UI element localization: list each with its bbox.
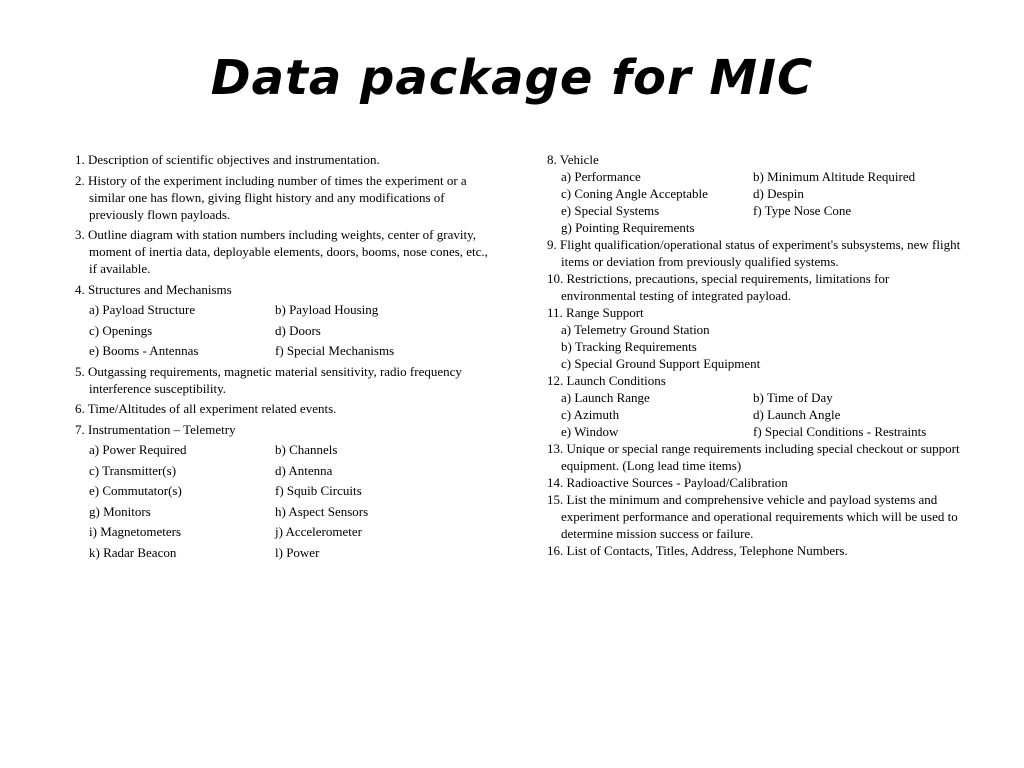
list-item: 11. Range Support — [547, 305, 644, 320]
sub-item-row — [75, 462, 495, 479]
sub-item-row — [75, 441, 495, 458]
sub-item-row — [547, 423, 967, 440]
list-item: 4. Structures and Mechanisms — [75, 281, 232, 297]
sub-item-row — [547, 202, 967, 219]
sub-item: a) Telemetry Ground Station — [561, 322, 710, 337]
left-column — [75, 151, 495, 564]
sub-item-row — [75, 301, 495, 318]
sub-item: e) Booms - Antennas — [89, 343, 199, 358]
sub-item: f) Squib Circuits — [275, 483, 362, 498]
sub-item: b) Channels — [275, 442, 338, 457]
sub-item: j) Accelerometer — [275, 524, 362, 539]
sub-item-row — [75, 342, 495, 359]
sub-item: d) Despin — [753, 186, 804, 201]
list-item: 8. Vehicle — [547, 152, 599, 167]
sub-item: b) Time of Day — [753, 390, 833, 405]
sub-item-row — [547, 185, 967, 202]
sub-item: b) Minimum Altitude Required — [753, 169, 916, 184]
sub-item: a) Power Required — [89, 442, 187, 457]
sub-item: c) Transmitter(s) — [89, 462, 177, 478]
sub-item-row — [75, 322, 495, 339]
sub-item: c) Azimuth — [561, 407, 620, 422]
sub-item: a) Performance — [561, 169, 641, 184]
list-item: 7. Instrumentation – Telemetry — [75, 421, 236, 437]
sub-item-row — [75, 503, 495, 520]
sub-item-row — [547, 389, 967, 406]
sub-item: a) Payload Structure — [89, 302, 196, 317]
list-item: 12. Launch Conditions — [547, 373, 666, 388]
sub-item-row — [547, 406, 967, 423]
sub-item: c) Coning Angle Acceptable — [561, 186, 708, 201]
list-item: 6. Time/Altitudes of all experiment related events. — [75, 401, 337, 416]
sub-item-row — [75, 523, 495, 540]
sub-item: h) Aspect Sensors — [275, 503, 369, 519]
sub-item: k) Radar Beacon — [89, 544, 177, 560]
sub-item: b) Payload Housing — [275, 302, 379, 317]
list-item: 13. Unique or special range requirements including special checkout or support equipment. (Long lead time items) — [547, 441, 960, 473]
sub-item: d) Antenna — [275, 462, 333, 478]
sub-item-row — [75, 482, 495, 499]
sub-item: e) Commutator(s) — [89, 483, 182, 498]
sub-item: f) Type Nose Cone — [753, 203, 852, 218]
list-item: 3. Outline diagram with station numbers including weights, center of gravity, moment of inertia data, deployable elements, doors, booms, nose cones, etc., if available. — [75, 227, 488, 276]
sub-item: g) Pointing Requirements — [561, 220, 695, 235]
list-item: 15. List the minimum and comprehensive vehicle and payload systems and experiment performance and operational requirements which will be used to determine mission success or failure. — [547, 492, 958, 541]
sub-item: c) Openings — [89, 322, 153, 338]
sub-item: a) Launch Range — [561, 390, 650, 405]
sub-item: e) Special Systems — [561, 203, 660, 218]
sub-item: c) Special Ground Support Equipment — [561, 356, 761, 371]
list-item: 2. History of the experiment including number of times the experiment or a similar one has flown, giving flight history and any modifications of previously flown payloads. — [75, 172, 467, 222]
sub-item: d) Doors — [275, 322, 321, 338]
list-item: 1. Description of scientific objectives and instrumentation. — [75, 152, 380, 167]
sub-item-row — [547, 168, 967, 185]
sub-item: i) Magnetometers — [89, 524, 182, 539]
right-column — [547, 151, 967, 559]
sub-item: d) Launch Angle — [753, 407, 841, 422]
sub-item-row — [75, 544, 495, 561]
list-item: 5. Outgassing requirements, magnetic material sensitivity, radio frequency interference susceptibility. — [75, 363, 462, 396]
sub-item: f) Special Conditions - Restraints — [753, 424, 927, 439]
list-item: 10. Restrictions, precautions, special requirements, limitations for environmental testing of integrated payload. — [547, 271, 890, 303]
sub-item: l) Power — [275, 544, 320, 560]
sub-item: b) Tracking Requirements — [561, 339, 697, 354]
list-item: 14. Radioactive Sources - Payload/Calibration — [547, 475, 788, 490]
sub-item: g) Monitors — [89, 503, 151, 519]
sub-item: e) Window — [561, 424, 619, 439]
list-item: 16. List of Contacts, Titles, Address, Telephone Numbers. — [547, 543, 848, 558]
page-title: Data package for MIC — [210, 50, 814, 106]
sub-item: f) Special Mechanisms — [275, 343, 395, 358]
list-item: 9. Flight qualification/operational status of experiment's subsystems, new flight items or deviation from previously qualified systems. — [547, 237, 961, 269]
